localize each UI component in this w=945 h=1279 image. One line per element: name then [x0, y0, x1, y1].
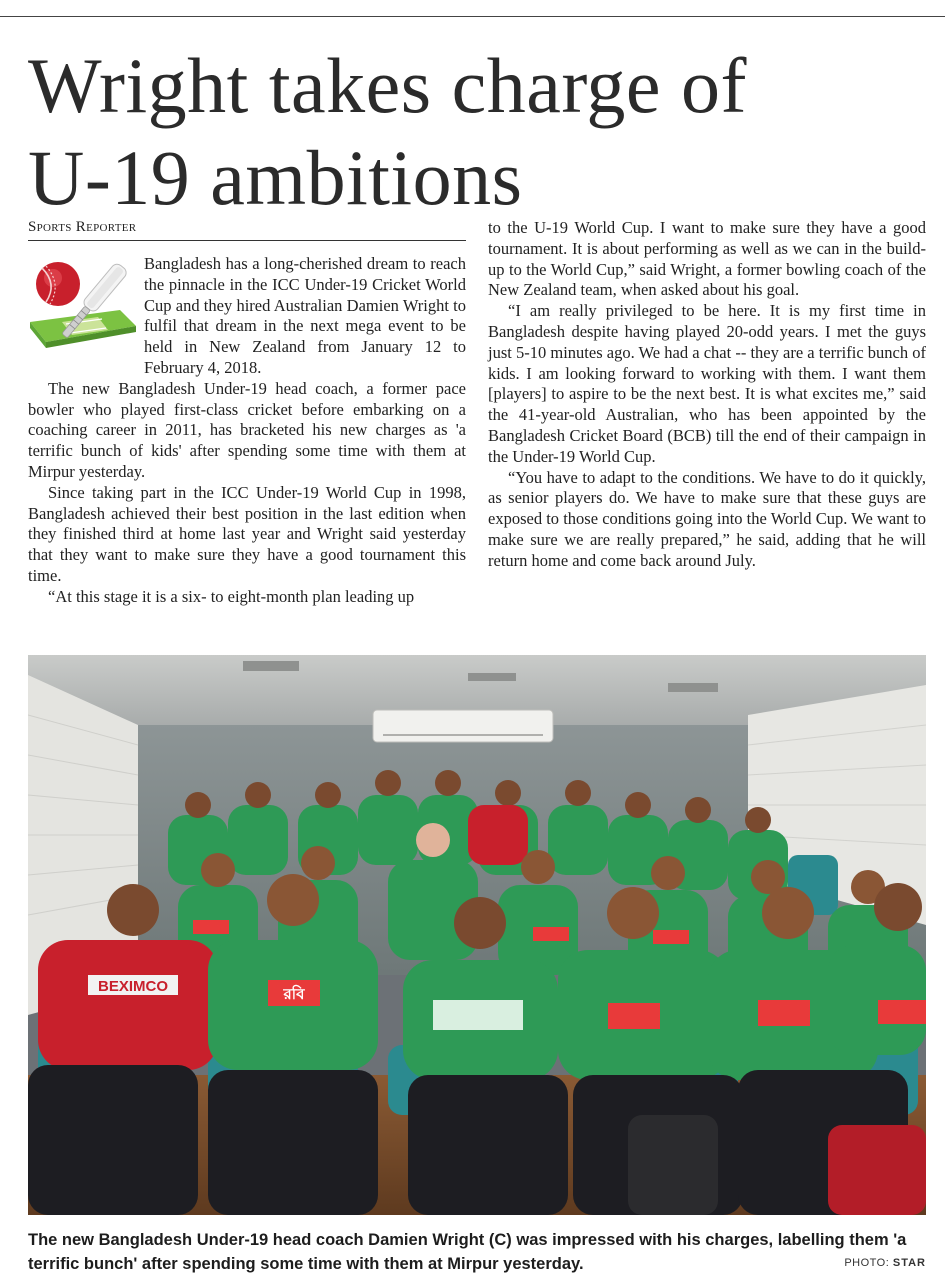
paragraph: Bangladesh has a long-cherished dream to reach the pinnacle in the ICC Under-19 Cricket World Cup and they hired Australian Damien Wright to fulfil that dream in the next mega event to be held in New Zealand from January 12 to February 4, 2018. [144, 254, 466, 377]
paragraph: to the U-19 World Cup. I want to make sure they have a good tournament. It is about performing as well as we can in the build-up to the World Cup,” said Wright, a former bowling coach of the New Zealand team, when asked about his goal. [488, 218, 926, 300]
photo-credit-source: STAR [892, 1257, 926, 1269]
team-photo [28, 655, 926, 1215]
photo-credit-label: PHOTO: [844, 1257, 890, 1269]
article-column-right [488, 218, 926, 572]
photo-credit [844, 1257, 926, 1269]
cricket-ball-bat-pitch-icon [28, 256, 136, 360]
article-column-left [28, 254, 466, 608]
photo-caption: The new Bangladesh Under-19 head coach Damien Wright (C) was impressed with his charges, labelling them 'a terrific bunch' after spending some time with them at Mirpur yesterday. [28, 1231, 907, 1273]
paragraph: “You have to adapt to the conditions. We have to do it quickly, as senior players do. We have to make sure that these guys are exposed to those conditions going into the World Cup. We want to make sure we are really prepared,” he said, adding that he will return home and come back around July. [488, 467, 926, 570]
red-jersey-text: BEXIMCO [97, 978, 169, 995]
jersey-sponsor-text: রবি [283, 985, 305, 1003]
paragraph: The new Bangladesh Under-19 head coach, a former pace bowler who played first-class cricket before embarking on a coaching career in 2011, has bracketed his new charges as 'a terrific bunch of kids' after spending some time with them at Mirpur yesterday. [28, 378, 466, 481]
paragraph: Since taking part in the ICC Under-19 World Cup in 1998, Bangladesh achieved their best position in the last edition when they finished third at home last year and Wright said yesterday that they want to make sure they have a good tournament this time. [28, 482, 466, 585]
top-rule [0, 16, 945, 17]
team-photo-illustration [28, 655, 926, 1215]
headline-line-2: U-19 ambitions [28, 134, 523, 221]
byline: Sports Reporter [28, 219, 466, 241]
paragraph: “At this stage it is a six- to eight-month plan leading up [48, 586, 415, 606]
paragraph: “I am really privileged to be here. It is my first time in Bangladesh despite having played 20-odd years. I met the guys just 5-10 minutes ago. We had a chat -- they are a terrific bunch of kids. I am looking forward to working with them. I want them [players] to aspire to be the next best. It is what excites me,” said the 41-year-old Australian, who has been appointed by the Bangladesh Cricket Board (BCB) till the end of their campaign in the Under-19 World Cup. [488, 301, 926, 466]
headline [28, 40, 928, 224]
headline-line-1: Wright takes charge of [28, 42, 747, 129]
